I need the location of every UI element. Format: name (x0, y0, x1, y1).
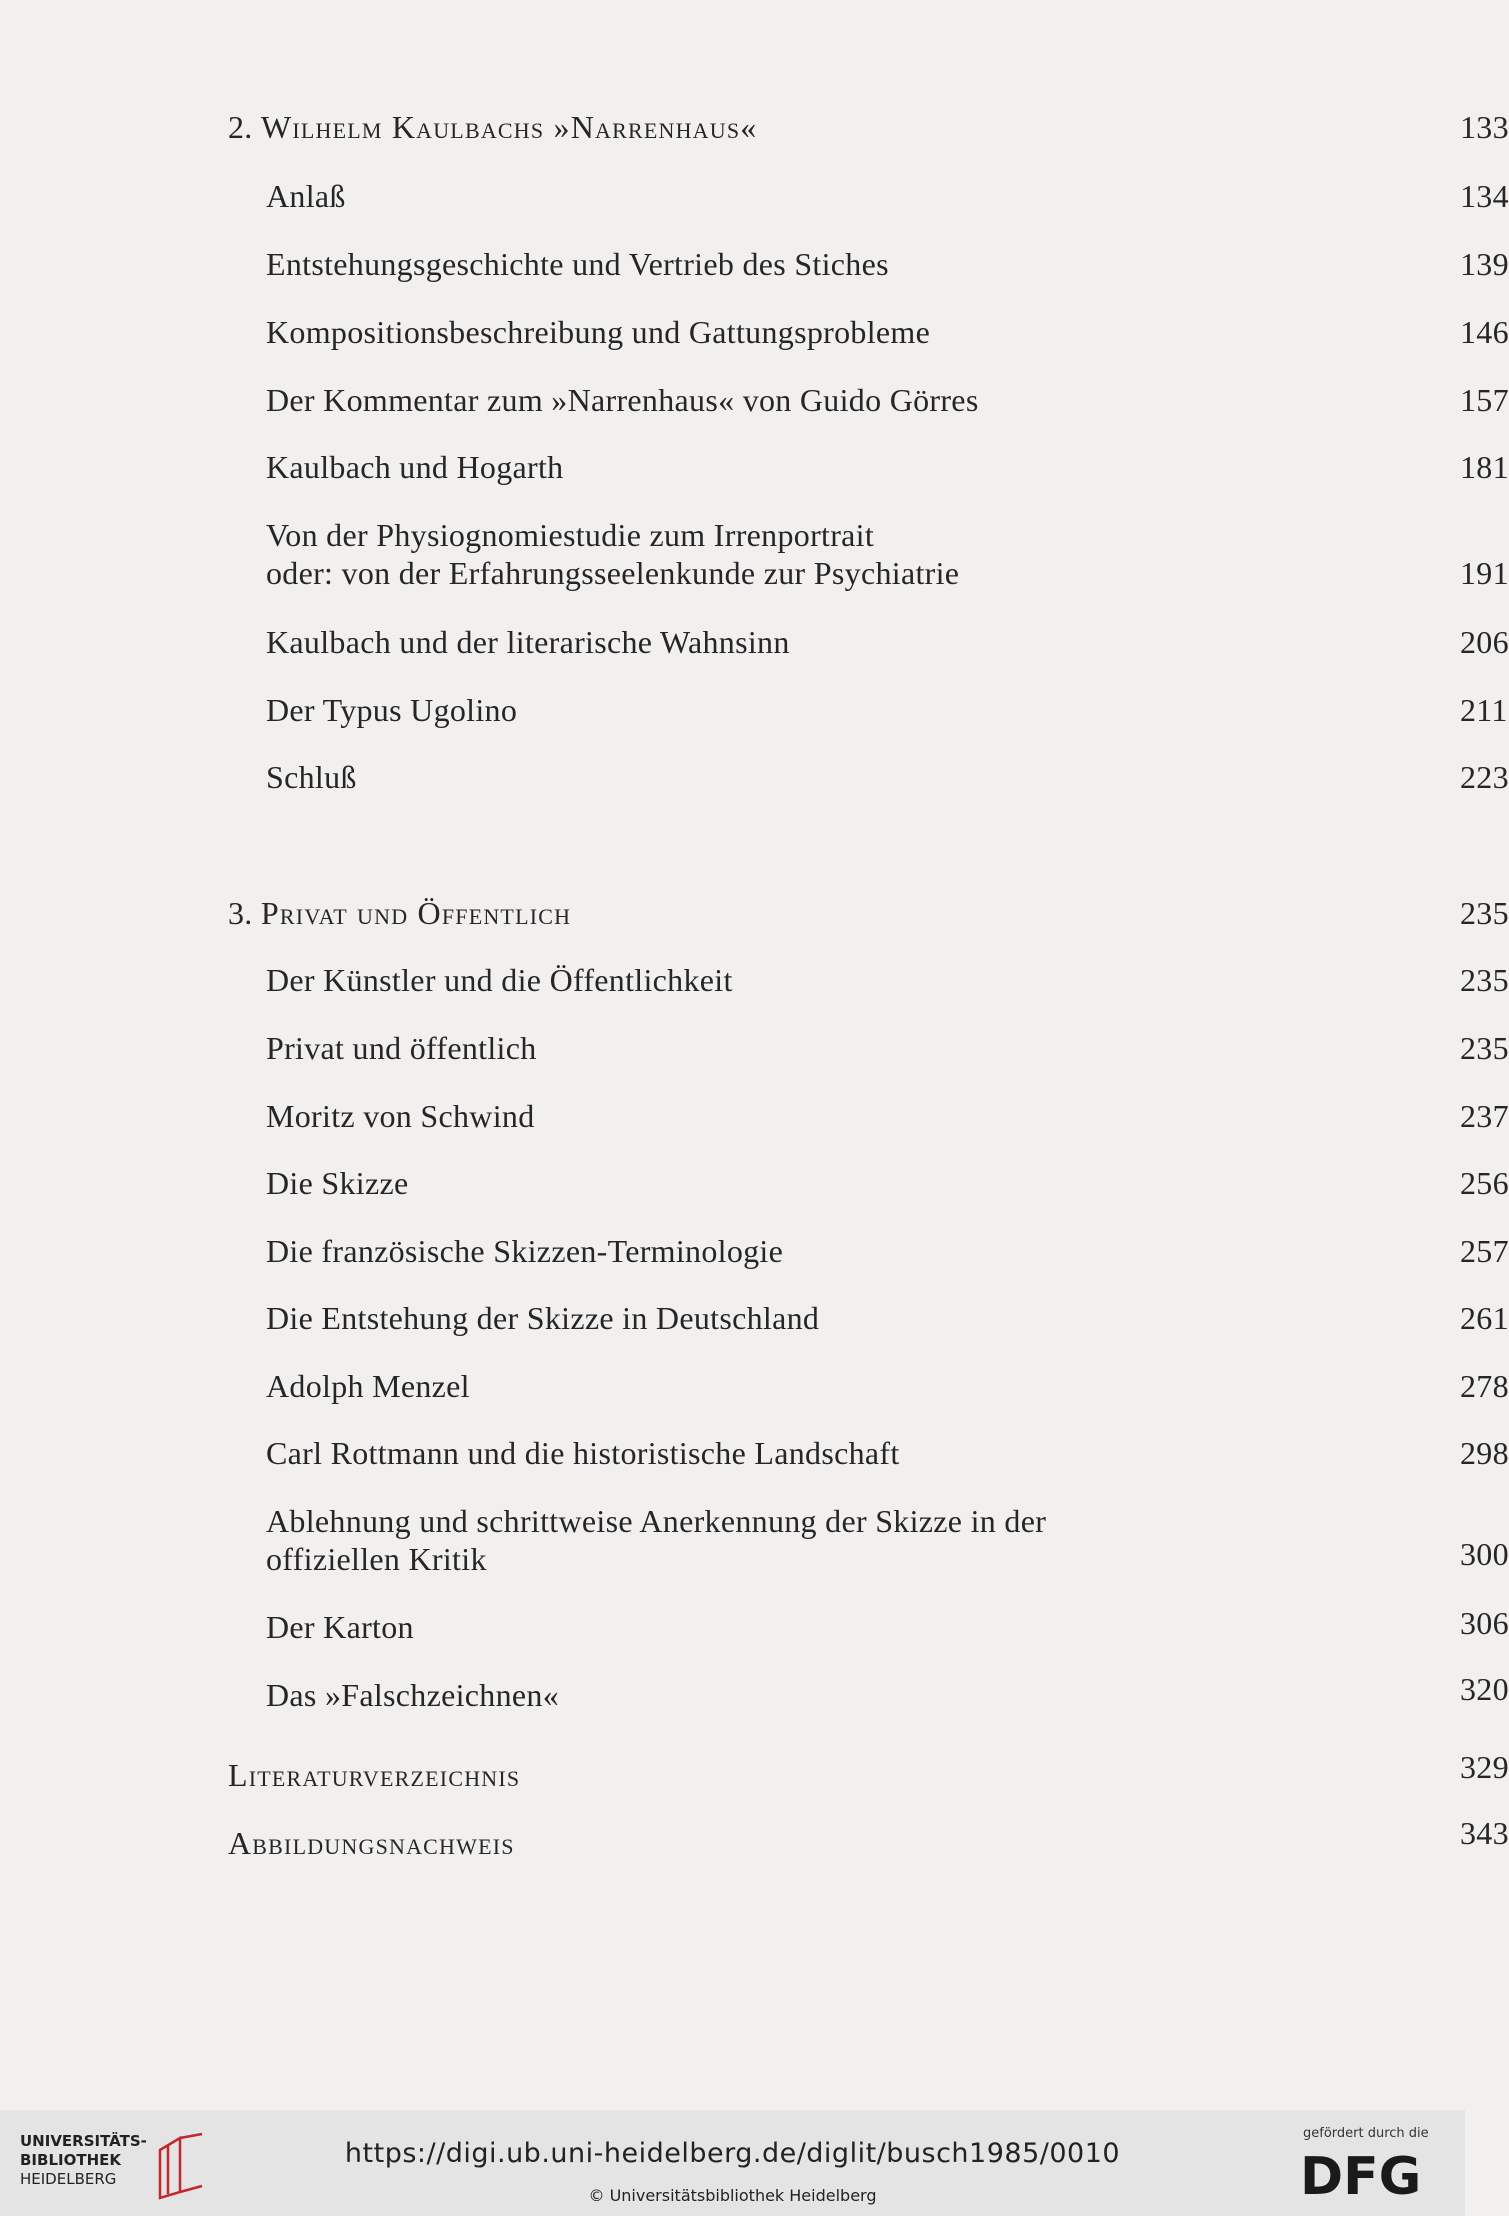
literature-title: Literaturverzeichnis (228, 1757, 521, 1793)
library-name-line2: BIBLIOTHEK (20, 2151, 121, 2169)
toc-entry-title-line1: Ablehnung und schrittweise Anerkennung der Skizze in der (266, 1503, 1047, 1539)
chapter-3-number: 3. (228, 895, 253, 931)
toc-entry-page: 257 (1460, 1233, 1509, 1269)
toc-entry-page: 206 (1460, 624, 1509, 660)
toc-entry-title: Der Typus Ugolino (266, 692, 518, 728)
toc-entry-title: Anlaß (266, 178, 346, 214)
toc-entry-page: 139 (1460, 246, 1509, 282)
toc-entry-title: Der Karton (266, 1609, 414, 1645)
chapter-2-page: 133 (1460, 109, 1509, 145)
library-name-line3: HEIDELBERG (20, 2170, 117, 2188)
toc-entry-page: 300 (1460, 1536, 1509, 1572)
chapter-3-page: 235 (1460, 895, 1509, 931)
toc-entry-title: Das »Falschzeichnen« (266, 1677, 560, 1713)
toc-entry-page: 211 (1460, 692, 1508, 728)
chapter-3-title: Privat und Öffentlich (260, 895, 572, 931)
toc-entry-title: Die Skizze (266, 1165, 409, 1201)
toc-entry-title: Der Künstler und die Öffentlichkeit (266, 962, 733, 998)
source-url-link[interactable]: https://digi.ub.uni-heidelberg.de/diglit/busch1985/0010 (344, 2138, 1121, 2169)
toc-entry-title-line1: Von der Physiognomiestudie zum Irrenportrait (266, 517, 875, 553)
toc-entry-page: 235 (1460, 1030, 1509, 1066)
dfg-logo[interactable] (1300, 2146, 1450, 2207)
toc-entry-page: 320 (1460, 1671, 1509, 1707)
toc-entry-page: 235 (1460, 962, 1509, 998)
toc-entry-title: Der Kommentar zum »Narrenhaus« von Guido Görres (266, 382, 979, 418)
toc-entry-title-line2: oder: von der Erfahrungsseelenkunde zur Psychiatrie (266, 555, 960, 591)
toc-entry-title: Adolph Menzel (266, 1368, 470, 1404)
toc-entry-title: Schluß (266, 759, 357, 795)
footer-bar (0, 2110, 1465, 2216)
toc-entry-page: 256 (1460, 1165, 1509, 1201)
illustrations-title: Abbildungsnachweis (228, 1825, 515, 1861)
toc-entry-page: 261 (1460, 1300, 1509, 1336)
toc-entry-page: 223 (1460, 759, 1509, 795)
toc-entry-title: Carl Rottmann und die historistische Landschaft (266, 1435, 900, 1471)
toc-entry-title: Kompositionsbeschreibung und Gattungsprobleme (266, 314, 931, 350)
toc-entry-page: 181 (1460, 449, 1509, 485)
toc-entry-page: 237 (1460, 1098, 1509, 1134)
toc-entry-page: 191 (1460, 555, 1509, 591)
toc-entry-title: Die Entstehung der Skizze in Deutschland (266, 1300, 820, 1336)
toc-entry-title: Kaulbach und Hogarth (266, 449, 564, 485)
chapter-2-title: Wilhelm Kaulbachs »Narrenhaus« (260, 109, 758, 145)
toc-entry-title: Entstehungsgeschichte und Vertrieb des Stiches (266, 246, 889, 282)
toc-entry-page: 298 (1460, 1435, 1509, 1471)
toc-entry-page: 306 (1460, 1605, 1509, 1641)
copyright-notice: © Universitätsbibliothek Heidelberg (588, 2186, 877, 2205)
toc-entry-title: Kaulbach und der literarische Wahnsinn (266, 624, 790, 660)
chapter-2-number: 2. (228, 109, 253, 145)
toc-entry-title-line2: offiziellen Kritik (266, 1541, 487, 1577)
toc-entry-title: Die französische Skizzen-Terminologie (266, 1233, 784, 1269)
illustrations-page: 343 (1460, 1815, 1509, 1851)
toc-entry-page: 146 (1460, 314, 1509, 350)
toc-entry-page: 134 (1460, 178, 1509, 214)
toc-entry-title: Moritz von Schwind (266, 1098, 535, 1134)
toc-entry-page: 278 (1460, 1368, 1509, 1404)
funding-label: gefördert durch die (1303, 2126, 1429, 2141)
library-name-line1: UNIVERSITÄTS- (20, 2132, 147, 2150)
toc-entry-page: 157 (1460, 382, 1509, 418)
toc-entry-title: Privat und öffentlich (266, 1030, 537, 1066)
dfg-logo-text: DFG (1300, 2147, 1422, 2207)
literature-page: 329 (1460, 1749, 1509, 1785)
